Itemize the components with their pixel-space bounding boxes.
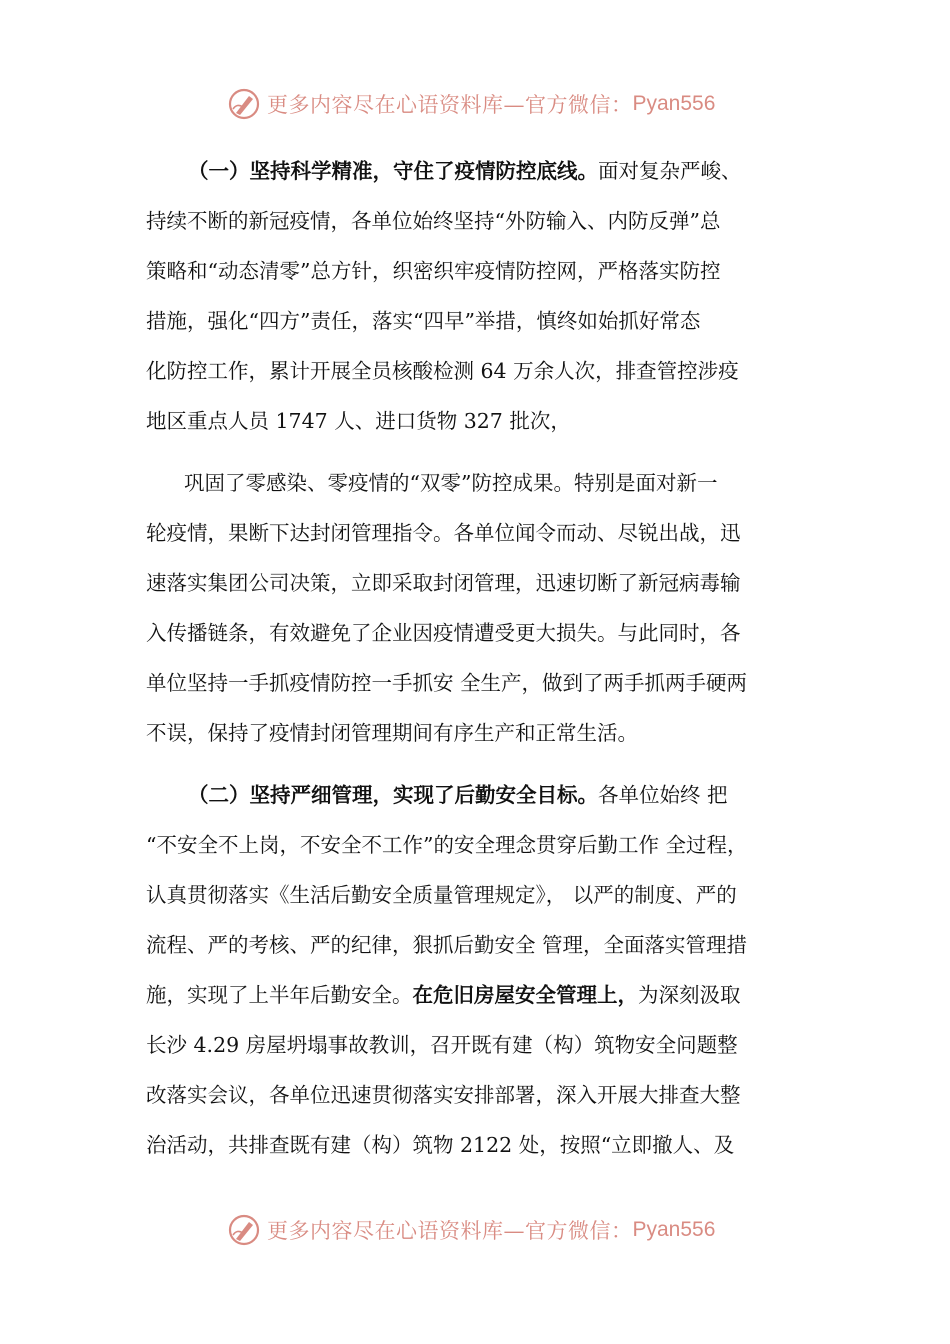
section-2-line-5b: 为深刻汲取 bbox=[638, 983, 741, 1007]
paragraph-line bbox=[188, 156, 742, 186]
pen-circle-logo-icon bbox=[227, 1213, 261, 1247]
paragraph-line: 持续不断的新冠疫情，各单位始终坚持“外防输入、内防反弹”总 bbox=[146, 209, 721, 233]
section-2-line-5a: 施，实现了上半年后勤安全。 bbox=[146, 983, 413, 1007]
paragraph-line: 流程、严的考核、严的纪律，狠抓后勤安全 管理，全面落实管理措 bbox=[146, 933, 748, 957]
paragraph-line: 单位坚持一手抓疫情防控一手抓安 全生产，做到了两手抓两手硬两 bbox=[146, 671, 748, 695]
paragraph-line bbox=[188, 780, 728, 810]
paragraph-line: 轮疫情，果断下达封闭管理指令。各单位闻令而动、尽锐出战，迅 bbox=[146, 521, 741, 545]
paragraph-line: 入传播链条，有效避免了企业因疫情遭受更大损失。与此同时，各 bbox=[146, 621, 741, 645]
paragraph-line: “不安全不上岗，不安全不工作”的安全理念贯穿后勤工作 全过程， bbox=[146, 833, 748, 857]
watermark-wechat-id: Pyan556 bbox=[632, 1218, 716, 1241]
watermark-wechat-id: Pyan556 bbox=[632, 92, 716, 115]
subheading-dilapidated-housing: 在危旧房屋安全管理上， bbox=[412, 983, 638, 1007]
paragraph-line: 长沙 4.29 房屋坍塌事故教训，召开既有建（构）筑物安全问题整 bbox=[146, 1033, 738, 1057]
paragraph-line: 治活动，共排查既有建（构）筑物 2122 处，按照“立即撤人、及 bbox=[146, 1133, 735, 1157]
watermark-text: 更多内容尽在心语资料库—官方微信： bbox=[267, 1219, 633, 1243]
pen-circle-logo-icon bbox=[227, 87, 261, 121]
paragraph-line: 措施，强化“四方”责任，落实“四早”举措，慎终如始抓好常态 bbox=[146, 309, 701, 333]
section-1-heading: （一）坚持科学精准，守住了疫情防控底线。 bbox=[188, 159, 598, 183]
paragraph-line: 巩固了零感染、零疫情的“双零”防控成果。特别是面对新一 bbox=[184, 471, 718, 495]
paragraph-line bbox=[146, 980, 741, 1010]
paragraph-line: 不误，保持了疫情封闭管理期间有序生产和正常生活。 bbox=[146, 721, 638, 745]
paragraph-line: 改落实会议，各单位迅速贯彻落实安排部署，深入开展大排查大整 bbox=[146, 1083, 741, 1107]
paragraph-line: 策略和“动态清零”总方针，织密织牢疫情防控网，严格落实防控 bbox=[146, 259, 721, 283]
paragraph-line: 速落实集团公司决策，立即采取封闭管理，迅速切断了新冠病毒输 bbox=[146, 571, 741, 595]
paragraph-line: 化防控工作，累计开展全员核酸检测 64 万余人次，排查管控涉疫 bbox=[146, 359, 739, 383]
watermark-footer bbox=[227, 1212, 715, 1248]
section-2-heading: （二）坚持严细管理，实现了后勤安全目标。 bbox=[188, 783, 598, 807]
paragraph-line: 地区重点人员 1747 人、进口货物 327 批次， bbox=[146, 409, 571, 433]
paragraph-line: 认真贯彻落实《生活后勤安全质量管理规定》， 以严的制度、严的 bbox=[146, 883, 737, 907]
watermark-header bbox=[227, 86, 715, 122]
section-2-line-1: 各单位始终 把 bbox=[598, 783, 728, 807]
section-1-line-1: 面对复杂严峻、 bbox=[598, 159, 742, 183]
watermark-text: 更多内容尽在心语资料库—官方微信： bbox=[267, 93, 633, 117]
